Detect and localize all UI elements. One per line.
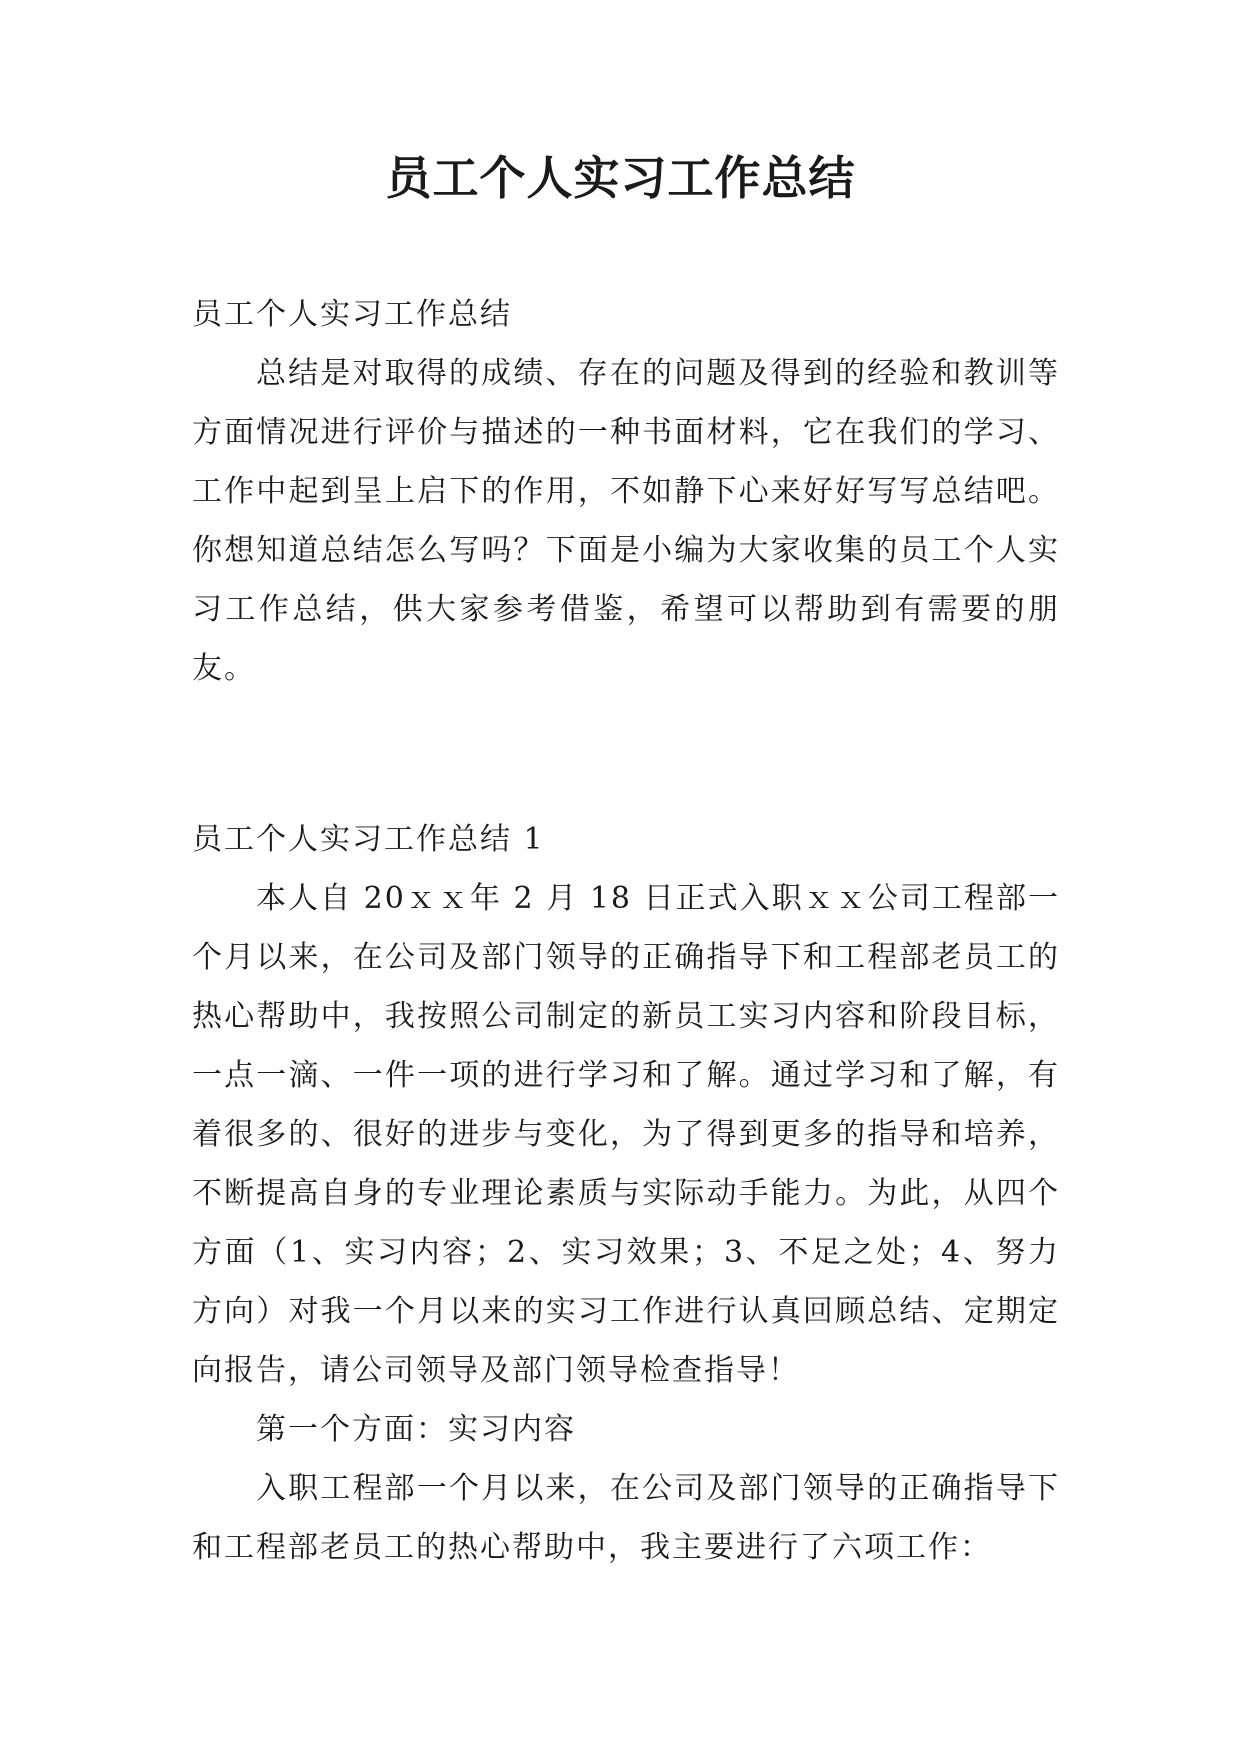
section-1-heading: 员工个人实习工作总结 1: [192, 822, 545, 857]
section-1: [192, 810, 1060, 1577]
intro-paragraph: 总结是对取得的成绩、存在的问题及得到的经验和教训等方面情况进行评价与描述的一种书面材料，它在我们的学习、工作中起到呈上启下的作用，不如静下心来好好写写总结吧。你想知道总结怎么写吗？下面是小编为大家收集的员工个人实习工作总结，供大家参考借鉴，希望可以帮助到有需要的朋友。: [192, 356, 1060, 686]
section-1-subheading: 第一个方面：实习内容: [256, 1412, 576, 1447]
section-1-paragraph-2: 入职工程部一个月以来，在公司及部门领导的正确指导下和工程部老员工的热心帮助中，我主要进行了六项工作：: [192, 1471, 1060, 1565]
intro-heading: 员工个人实习工作总结: [192, 297, 512, 332]
intro-section: [192, 285, 1060, 698]
section-1-paragraph-1: 本人自 20ｘｘ年 2 月 18 日正式入职ｘｘ公司工程部一个月以来，在公司及部门领导的正确指导下和工程部老员工的热心帮助中，我按照公司制定的新员工实习内容和阶段目标，一点一滴、一件一项的进行学习和了解。通过学习和了解，有着很多的、很好的进步与变化，为了得到更多的指导和培养，不断提高自身的专业理论素质与实际动手能力。为此，从四个方面（1、实习内容；2、实习效果；3、不足之处；4、努力方向）对我一个月以来的实习工作进行认真回顾总结、定期定向报告，请公司领导及部门领导检查指导！: [192, 881, 1060, 1388]
document-title: 员工个人实习工作总结: [385, 151, 856, 205]
